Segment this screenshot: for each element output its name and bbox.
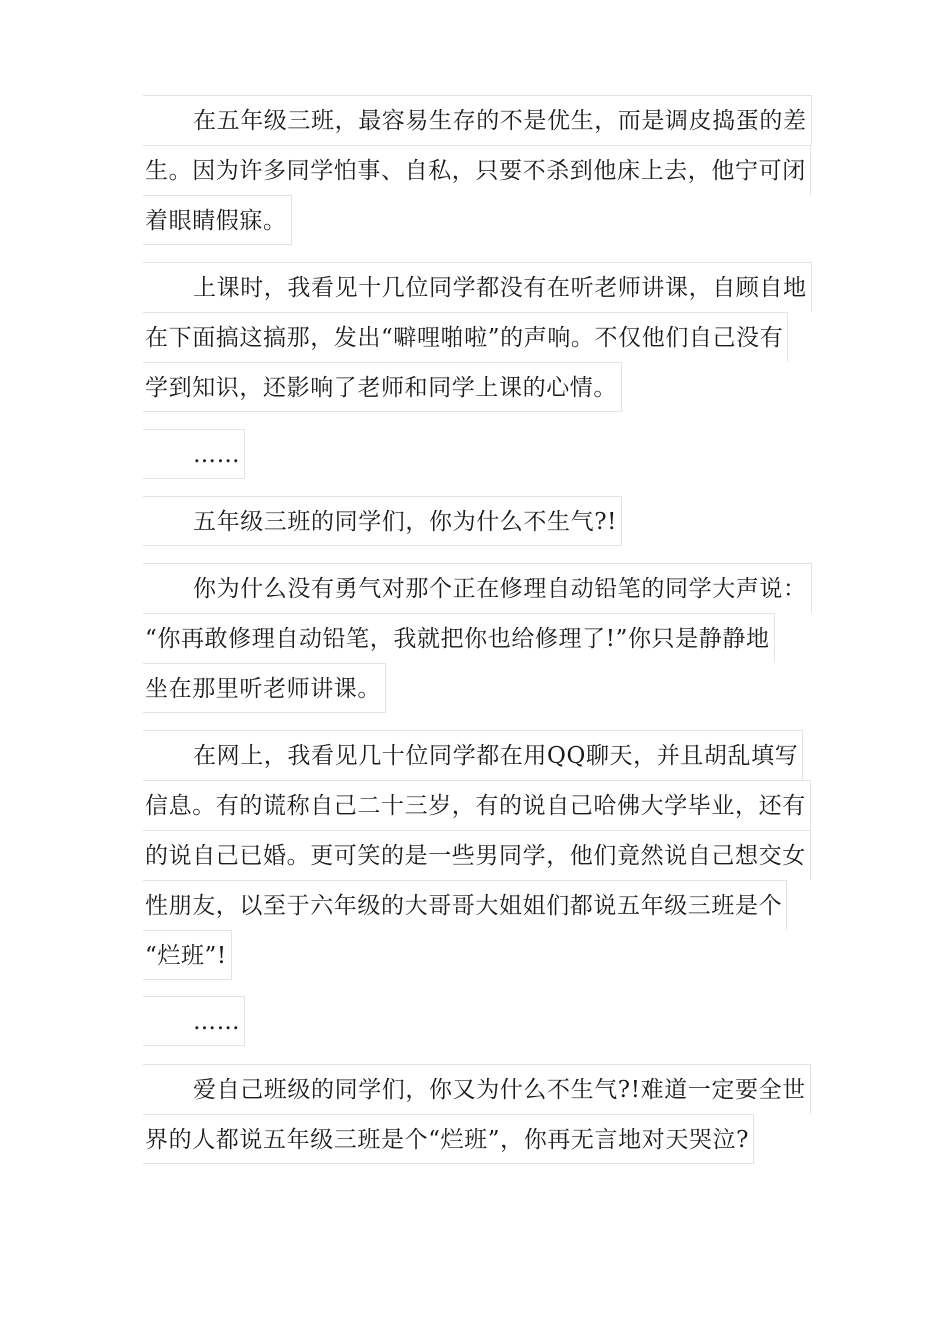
paragraph-line: 界的人都说五年级三班是个“烂班”，你再无言地对天哭泣? xyxy=(143,1114,754,1164)
ellipsis-paragraph-1 xyxy=(143,429,245,479)
paragraph-line: 爱自己班级的同学们，你又为什么不生气?!难道一定要全世 xyxy=(143,1064,811,1114)
paragraph-line: 信息。有的谎称自己二十三岁，有的说自己哈佛大学毕业，还有 xyxy=(143,780,811,830)
paragraph-line: 的说自己已婚。更可笑的是一些男同学，他们竟然说自己想交女 xyxy=(143,830,811,880)
paragraph-6 xyxy=(143,1064,811,1164)
paragraph-line: “你再敢修理自动铅笔，我就把你也给修理了!”你只是静静地 xyxy=(143,613,775,663)
paragraph-line: 五年级三班的同学们，你为什么不生气?! xyxy=(143,496,622,546)
paragraph-5 xyxy=(143,730,811,980)
paragraph-line: 在五年级三班，最容易生存的不是优生，而是调皮捣蛋的差 xyxy=(143,95,812,145)
paragraph-line: 上课时，我看见十几位同学都没有在听老师讲课，自顾自地 xyxy=(143,262,812,312)
paragraph-line: 在网上，我看见几十位同学都在用QQ聊天，并且胡乱填写 xyxy=(143,730,803,780)
paragraph-line: 你为什么没有勇气对那个正在修理自动铅笔的同学大声说： xyxy=(143,563,812,613)
paragraph-1 xyxy=(143,95,812,245)
paragraph-line: 着眼睛假寐。 xyxy=(143,195,292,245)
paragraph-line: 学到知识，还影响了老师和同学上课的心情。 xyxy=(143,362,622,412)
paragraph-3 xyxy=(143,496,622,546)
ellipsis-line: …… xyxy=(143,429,245,479)
paragraph-line: “烂班”! xyxy=(143,930,232,980)
ellipsis-line: …… xyxy=(143,996,245,1046)
paragraph-line: 坐在那里听老师讲课。 xyxy=(143,663,386,713)
ellipsis-paragraph-2 xyxy=(143,996,245,1046)
paragraph-line: 在下面搞这搞那，发出“噼哩啪啦”的声响。不仅他们自己没有 xyxy=(143,312,788,362)
paragraph-4 xyxy=(143,563,812,713)
paragraph-2 xyxy=(143,262,812,412)
paragraph-line: 生。因为许多同学怕事、自私，只要不杀到他床上去，他宁可闭 xyxy=(143,145,811,195)
paragraph-line: 性朋友，以至于六年级的大哥哥大姐姐们都说五年级三班是个 xyxy=(143,880,787,930)
